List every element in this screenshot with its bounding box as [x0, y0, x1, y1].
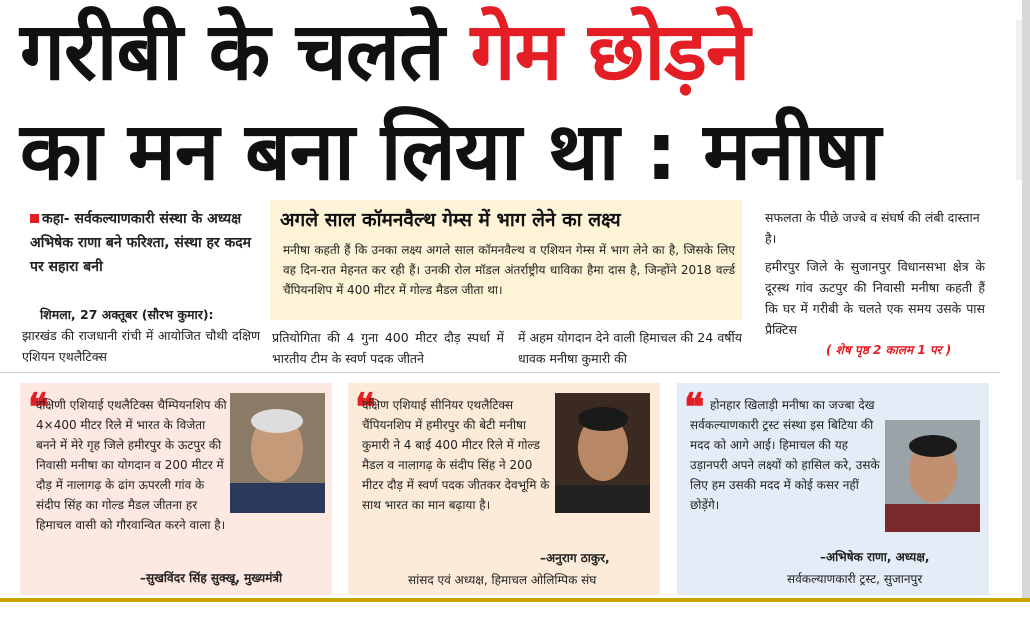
bullet-square-icon — [30, 214, 39, 223]
quote-designation-trust: सर्वकल्याणकारी ट्रस्ट, सुजानपुर — [787, 572, 923, 586]
right-column-text-2: हमीरपुर जिले के सुजानपुर विधानसभा क्षेत्र के दूरस्थ गांव ऊटपुर की निवासी मनीषा कहती हैं कि घर में गरीबी के चलते एक समय उसके पास प्रैक्टिस — [765, 259, 985, 337]
center-column-2-text: में अहम योगदान देने वाली हिमाचल की 24 वर्षीय धावक मनीषा कुमारी की — [518, 330, 742, 366]
portrait-photo-cm — [230, 393, 325, 513]
page-edge-strip-inner — [1016, 20, 1022, 180]
center-column-1-text: प्रतियोगिता की 4 गुना 400 मीटर दौड़ स्पर्धा में भारतीय टीम के स्वर्ण पदक जीतने — [272, 330, 504, 366]
quote-attribution-mp: –अनुराग ठाकुर, — [540, 551, 610, 565]
section-divider — [0, 372, 1000, 373]
quote-text-cm: दक्षिणी एशियाई एथलैटिक्स चैम्पियनशिप की 4×400 मीटर रिले में भारत के विजेता बनने में मेरे गृह जिले हमीरपुर के ऊटपुर की निवासी मनीषा का योगदान व 200 मीटर में दौड़ में नालागढ़ के ढांग ऊपरली गांव के संदीप सिंह का गोल्ड मैडल जीतना हर हिमाचल वासी को गौरवान्वित करने वाला है। — [36, 398, 227, 532]
quote-designation-mp: सांसद एवं अध्यक्ष, हिमाचल ओलिम्पिक संघ — [408, 573, 597, 587]
page-edge-strip — [1022, 0, 1030, 600]
quote-attribution-trust: –अभिषेक राणा, अध्यक्ष, — [820, 550, 930, 564]
quote-attribution-cm: –सुखविंदर सिंह सुक्खू, मुख्यमंत्री — [140, 571, 283, 585]
quote-icon: ❝ — [684, 384, 705, 429]
dateline: शिमला, 27 अक्तूबर (सौरभ कुमार): — [40, 307, 214, 322]
headline-line-1 — [20, 5, 750, 98]
quote-icon: ❝ — [28, 384, 49, 429]
headline-red-part: गेम छोड़ने — [470, 5, 750, 98]
sub-headline: कहा- सर्वकल्याणकारी संस्था के अध्यक्ष अभिषेक राणा बने फरिश्ता, संस्था हर कदम पर सहारा बनी — [30, 211, 252, 275]
quote-icon: ❝ — [355, 384, 376, 429]
highlight-box-text: मनीषा कहती हैं कि उनका लक्ष्य अगले साल कॉमनवैल्थ व एशियन गेम्स में भाग लेने का है, जिसके लिए वह दिन-रात मेहनत कर रही हैं। उनकी रोल मॉडल अंतर्राष्ट्रीय धाविका हैमा दास है, जिन्होंने 2018 वर्ल्ड चैंपियनशिप में 400 मीटर में गोल्ड मैडल जीता था। — [283, 243, 735, 297]
highlight-box-heading: अगले साल कॉमनवैल्थ गेम्स में भाग लेने का लक्ष्य — [280, 209, 621, 231]
headline-black-part: गरीबी के चलते — [20, 5, 444, 98]
left-column-text: झारखंड की राजधानी रांची में आयोजित चौथी दक्षिण एशियन एथलैटिक्स — [22, 328, 260, 364]
bottom-rule — [0, 598, 1030, 602]
quote-text-trust: होनहार खिलाड़ी मनीषा का जज्बा देख सर्वकल्याणकारी ट्रस्ट संस्था इस बिटिया की मदद को आगे आई। हिमाचल की यह उड़ानपरी अपने लक्ष्यों को हासिल करे, उसके लिए हम उसकी मदद में कोई कसर नहीं छोड़ेंगे। — [690, 398, 880, 512]
right-column-text-1: सफलता के पीछे जज्बे व संघर्ष की लंबी दास्तान है। — [765, 210, 980, 246]
headline-line-2: का मन बना लिया था : मनीषा — [20, 105, 881, 198]
portrait-photo-mp — [555, 393, 650, 513]
quote-text-mp: दक्षिण एशियाई सीनियर एथलैटिक्स चैंपियनशिप में हमीरपुर की बेटी मनीषा कुमारी ने 4 बाई 400 मीटर रिले में गोल्ड मैडल व नालागढ़ के संदीप सिंह ने 200 मीटर दौड़ में स्वर्ण पदक जीतकर देवभूमि के साथ भारत का मान बढ़ाया है। — [362, 398, 550, 512]
continued-note: ( शेष पृष्ठ 2 कालम 1 पर ) — [826, 343, 952, 357]
